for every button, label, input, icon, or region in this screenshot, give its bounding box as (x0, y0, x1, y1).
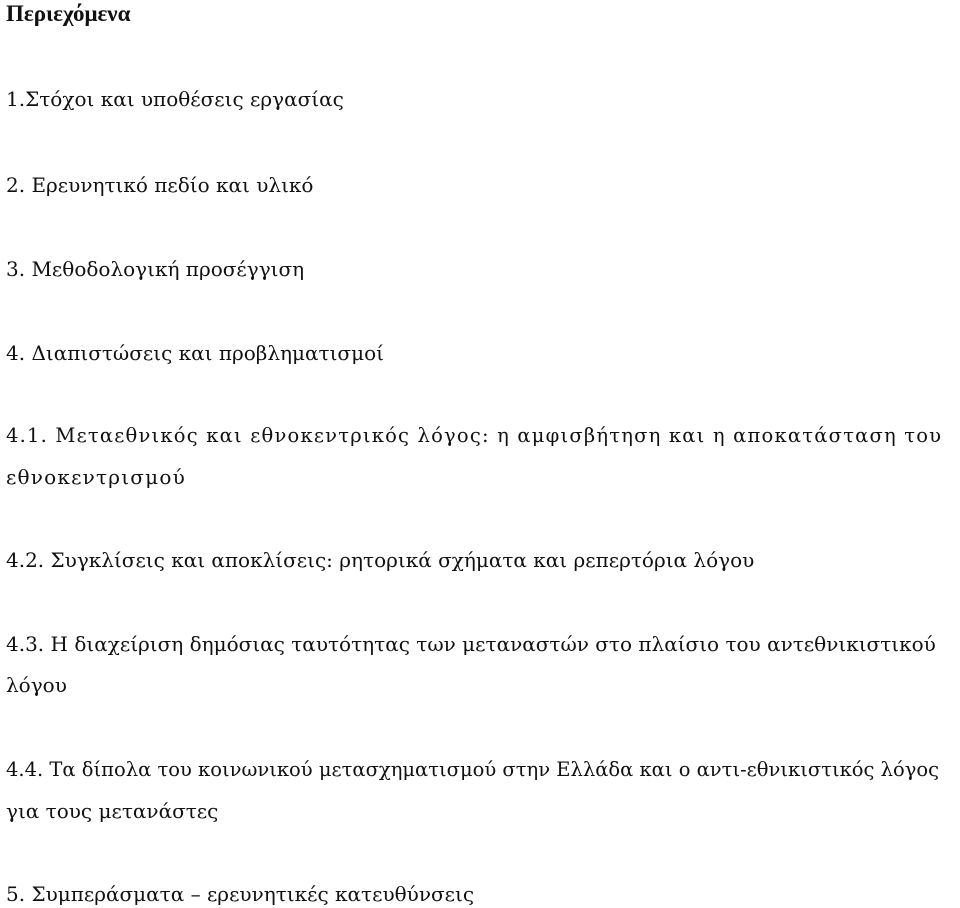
toc-item-4: 4. Διαπιστώσεις και προβληματισμοί (6, 341, 384, 365)
toc-item-3: 3. Μεθοδολογική προσέγγιση (6, 257, 305, 281)
toc-item-4-4-continuation: για τους μετανάστες (6, 799, 219, 823)
toc-item-1: 1.Στόχοι και υποθέσεις εργασίας (6, 87, 344, 111)
toc-item-4-3: 4.3. Η διαχείριση δημόσιας ταυτότητας των μεταναστών στο πλαίσιο του αντεθνικιστικού (6, 632, 936, 656)
toc-item-5: 5. Συμπεράσματα – ερευνητικές κατευθύνσεις (6, 882, 475, 906)
toc-item-2: 2. Ερευνητικό πεδίο και υλικό (6, 173, 314, 197)
toc-item-4-3-continuation: λόγου (6, 673, 67, 697)
page-title: Περιεχόμενα (6, 1, 131, 26)
toc-item-4-1: 4.1. Μεταεθνικός και εθνοκεντρικός λόγος: η αμφισβήτηση και η αποκατάσταση του (6, 424, 943, 447)
toc-item-4-4: 4.4. Τα δίπολα του κοινωνικού μετασχηματισμού στην Ελλάδα και ο αντι-εθνικιστικός λόγος (6, 758, 940, 781)
toc-item-4-1-continuation: εθνοκεντρισμού (6, 465, 186, 489)
toc-item-4-2: 4.2. Συγκλίσεις και αποκλίσεις: ρητορικά σχήματα και ρεπερτόρια λόγου (6, 548, 755, 572)
